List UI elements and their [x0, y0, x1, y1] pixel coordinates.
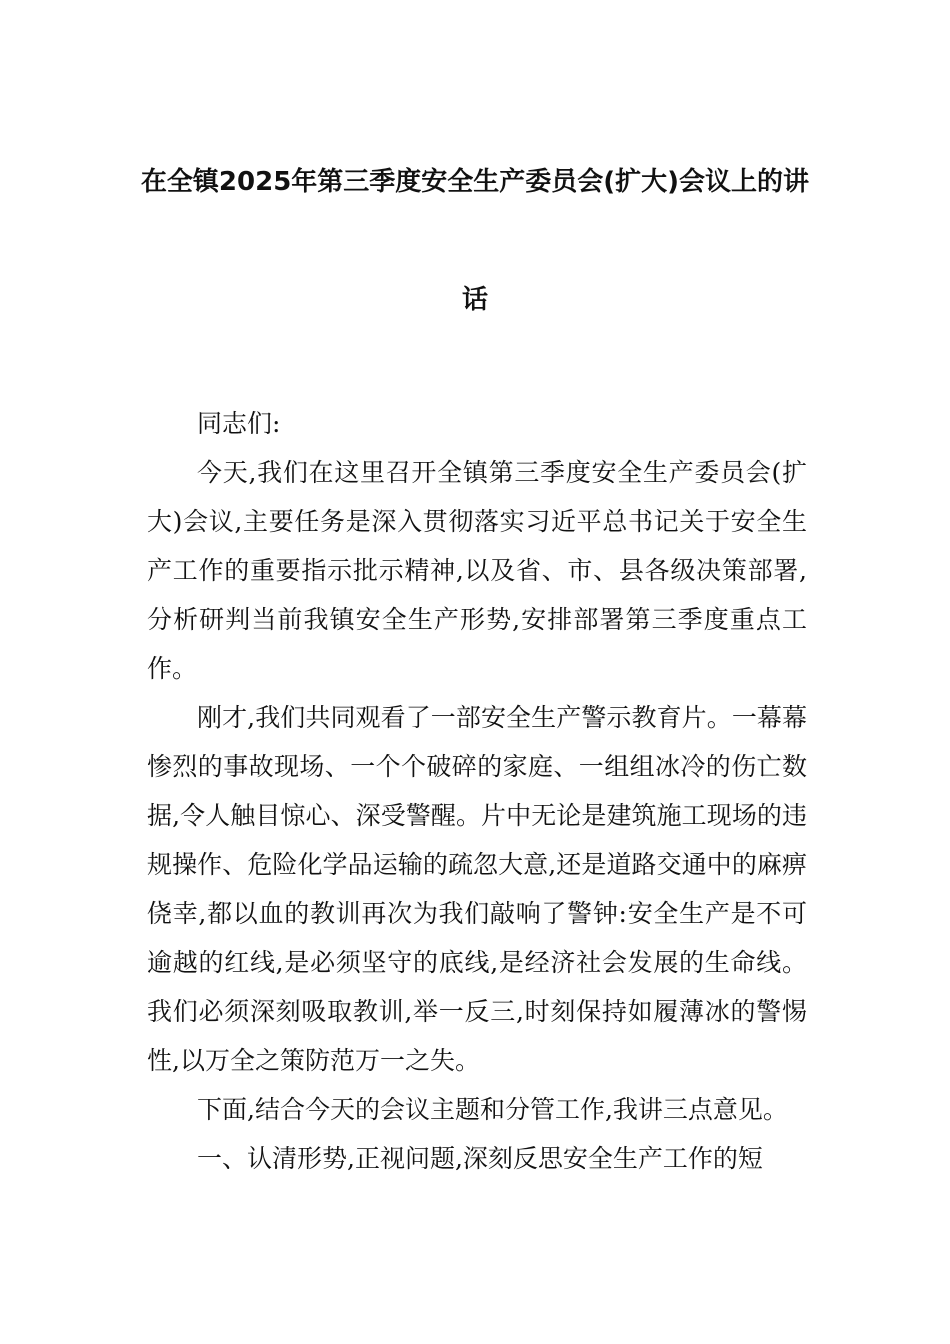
section-heading-1: 一、认清形势,正视问题,深刻反思安全生产工作的短 [197, 1144, 763, 1173]
salutation: 同志们: [197, 409, 281, 438]
document-title-line-1: 在全镇2025年第三季度安全生产委员会(扩大)会议上的讲 [140, 167, 810, 197]
paragraph-three-points: 下面,结合今天的会议主题和分管工作,我讲三点意见。 [197, 1095, 788, 1124]
paragraph-intro: 今天,我们在这里召开全镇第三季度安全生产委员会(扩大)会议,主要任务是深入贯彻落实习近平总书记关于安全生产工作的重要指示批示精神,以及省、市、县各级决策部署,分析研判当前我镇安全生产形势,安排部署第三季度重点工作。 [147, 458, 807, 683]
paragraph-warning-video: 刚才,我们共同观看了一部安全生产警示教育片。一幕幕惨烈的事故现场、一个个破碎的家庭、一组组冰冷的伤亡数据,令人触目惊心、深受警醒。片中无论是建筑施工现场的违规操作、危险化学品运输的疏忽大意,还是道路交通中的麻痹侥幸,都以血的教训再次为我们敲响了警钟:安全生产是不可逾越的红线,是必须坚守的底线,是经济社会发展的生命线。我们必须深刻吸取教训,举一反三,时刻保持如履薄冰的警惕性,以万全之策防范万一之失。 [147, 703, 807, 1075]
document-body [147, 399, 807, 1183]
document-title-line-2: 话 [461, 285, 488, 315]
